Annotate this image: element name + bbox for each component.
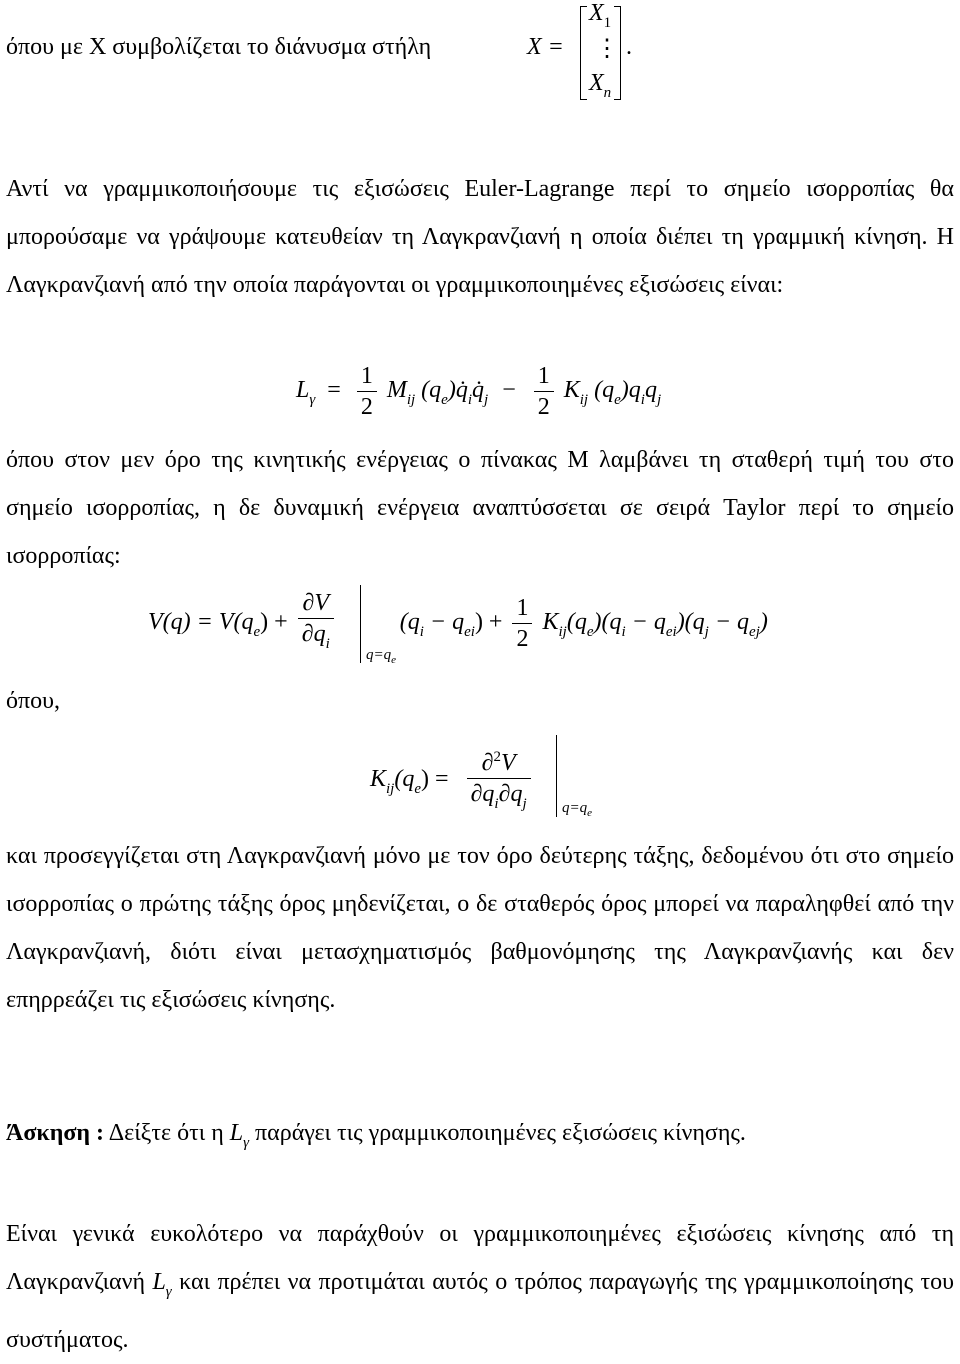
eval-bar-k [556, 735, 557, 817]
fraction-half-3: $\frac{1}{2}$ [512, 593, 532, 654]
equation-lagrangian: $L_\gamma$ = $\frac{1}{2}$ $M_{ij}$ $(q_e)q̇_iq̇_j$ − $\frac{1}{2}$ $K_{ij}$ $(q_e)q_iq_j$ [296, 362, 662, 420]
paragraph-3: και προσεγγίζεται στη Λαγκρανζιανή μόνο με τον όρο δεύτερης τάξης, δεδομένου ότι στο σημείο ισορροπίας ο πρώτης τάξης όρος μηδενίζεται, ο δε σταθερός όρος μπορεί να παραληφθεί από την Λαγκρανζιανή, διότι είναι μετασχηματισμός βαθμονόμησης της Λαγκρανζιανής και δεν επηρρεάζει τις εξισώσεις κίνησης. [6, 843, 954, 1013]
vector-bracket-left [580, 6, 587, 100]
vector-top: $X_1$ [589, 0, 612, 31]
intro-line [6, 34, 431, 61]
paragraph-1: Αντί να γραμμικοποιήσουμε τις εξισώσεις Euler-Lagrange περί το σημείο ισορροπίας θα μπορούσαμε να γράψουμε κατευθείαν τη Λαγκρανζιανή η οποία διέπει τη γραμμική κίνηση. Η Λαγκρανζιανή από την οποία παράγονται οι γραμμικοποιημένες εξισώσεις είναι: [6, 176, 954, 298]
equation-k: $K_{ij}(q_e)$ = $\frac{\partial^2V}{\partial q_i\partial q_j}$ [370, 742, 535, 819]
second-derivative: $\frac{\partial^2V}{\partial q_i\partial q_j}$ [467, 742, 531, 819]
vector-dots: ⋮ [595, 36, 619, 62]
intro-text: όπου με X συμβολίζεται το διάνυσμα στήλη [6, 34, 432, 60]
intro-period: . [626, 34, 632, 60]
vector-bottom: $X_n$ [589, 70, 612, 101]
eval-at-taylor: $q=q_e$ [366, 647, 397, 666]
opou-label: όπου, [6, 688, 60, 714]
paragraph-2: όπου στον μεν όρο της κινητικής ενέργειας ο πίνακας M λαμβάνει τη σταθερή τιμή του στο σημείο ισορροπίας, η δε δυναμική ενέργεια αναπτύσσεται σε σειρά Taylor περί το σημείο ισορροπίας: [6, 447, 954, 569]
eval-bar-taylor [360, 585, 361, 663]
exercise-label: Άσκηση : [6, 1120, 105, 1146]
derivative-dv-dq: $\frac{\partial V}{\partial q_i}$ [298, 588, 334, 659]
fraction-half-1: $\frac{1}{2}$ [357, 361, 377, 422]
eval-at-k: $q=q_e$ [562, 800, 593, 819]
paragraph-4: Είναι γενικά ευκολότερο να παράχθούν οι γραμμικοποιημένες εξισώσεις κίνησης από τη Λαγκρανζιανή $L_\gamma$ και πρέπει να προτιμάται αυτός ο τρόπος παραγωγής της γραμμικοποίησης του συστήματος. [6, 1221, 955, 1353]
exercise-line: Άσκηση : Δείξτε ότι η $L_\gamma$ παράγει τις γραμμικοποιημένες εξισώσεις κίνησης. [6, 1120, 746, 1151]
vector-lhs: X = [527, 34, 564, 60]
fraction-half-2: $\frac{1}{2}$ [534, 361, 554, 422]
equation-taylor: $V(q) = V(q_e)$ + $\frac{\partial V}{\partial q_i}$ $(q_i - q_{ei})$ + $\frac{1}{2}$ $K_{ij}(q_e)(q_i - q_{ei})(q_j - q_{ej})$ [148, 588, 768, 662]
